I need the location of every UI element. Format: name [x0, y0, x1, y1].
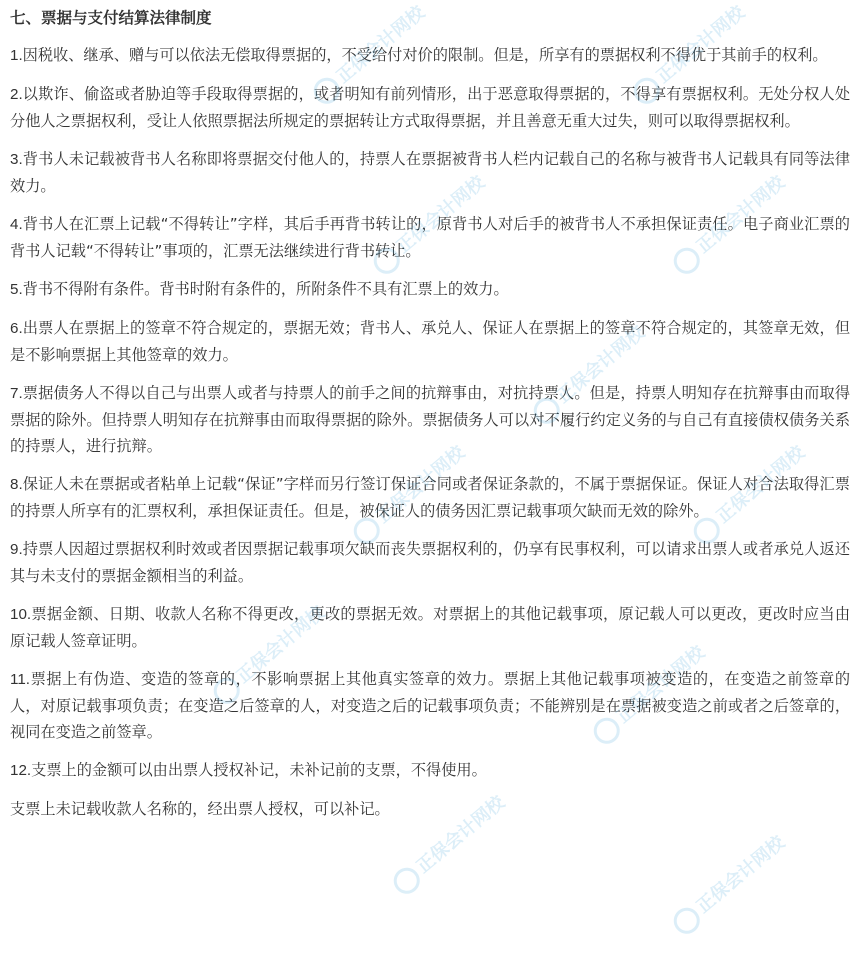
paragraph	[10, 796, 850, 823]
paragraph-number: 9.	[10, 541, 23, 558]
watermark: 正保会计网校	[687, 439, 811, 549]
paragraph-number: 7.	[10, 385, 23, 402]
paragraph	[10, 315, 850, 368]
paragraph-text: 票据债务人不得以自己与出票人或者与持票人的前手之间的抗辩事由，对抗持票人。但是，持票人明知存在抗辩事由而取得票据的除外。但持票人明知存在抗辩事由而取得票据的除外。票据债务人可以对不履行约定义务的与自己有直接债权债务关系的持票人，进行抗辩。	[10, 384, 850, 455]
watermark: 正保会计网校	[367, 169, 491, 279]
paragraph	[10, 211, 850, 264]
paragraph-number: 10.	[10, 606, 32, 623]
paragraph-number: 5.	[10, 281, 23, 298]
paragraph-text: 票据金额、日期、收款人名称不得更改，更改的票据无效。对票据上的其他记载事项，原记载人可以更改，更改时应当由原记载人签章证明。	[10, 605, 850, 650]
paragraph-number: 1.	[10, 47, 23, 64]
paragraph-text: 背书人在汇票上记载“不得转让”字样，其后手再背书转让的，原背书人对后手的被背书人不承担保证责任。电子商业汇票的背书人记载“不得转让”事项的，汇票无法继续进行背书转让。	[10, 215, 850, 260]
watermark: 正保会计网校	[387, 789, 511, 899]
document-body	[10, 0, 850, 835]
watermark: 正保会计网校	[307, 0, 431, 109]
watermark-logo-icon	[668, 902, 705, 939]
paragraph-list	[10, 42, 850, 823]
paragraph	[10, 81, 850, 134]
paragraph	[10, 42, 850, 69]
paragraph-text: 票据上有伪造、变造的签章的，不影响票据上其他真实签章的效力。票据上其他记载事项被变造的，在变造之前签章的人，对原记载事项负责；在变造之后签章的人，对变造之后的记载事项负责；不能辨别是在票据被变造之前或者之后签章的，视同在变造之前签章。	[10, 670, 850, 741]
paragraph-text: 支票上未记载收款人名称的，经出票人授权，可以补记。	[10, 800, 390, 818]
paragraph-text: 支票上的金额可以由出票人授权补记，未补记前的支票，不得使用。	[31, 761, 487, 779]
paragraph-text: 保证人未在票据或者粘单上记载“保证”字样而另行签订保证合同或者保证条款的，不属于票据保证。保证人对合法取得汇票的持票人所享有的汇票权利，承担保证责任。但是，被保证人的债务因汇票记载事项欠缺而无效的除外。	[10, 475, 850, 520]
paragraph-number: 3.	[10, 151, 23, 168]
paragraph	[10, 536, 850, 589]
paragraph	[10, 380, 850, 459]
paragraph-number: 8.	[10, 476, 23, 493]
paragraph-number: 6.	[10, 320, 23, 337]
watermark: 正保会计网校	[667, 829, 791, 939]
paragraph	[10, 666, 850, 745]
paragraph	[10, 471, 850, 524]
watermark: 正保会计网校	[527, 319, 651, 429]
paragraph-text: 以欺诈、偷盗或者胁迫等手段取得票据的，或者明知有前列情形，出于恶意取得票据的，不得享有票据权利。无处分权人处分他人之票据权利，受让人依照票据法所规定的票据转让方式取得票据，并且善意无重大过失，则可以取得票据权利。	[10, 85, 850, 130]
paragraph	[10, 146, 850, 199]
paragraph-text: 背书人未记载被背书人名称即将票据交付他人的，持票人在票据被背书人栏内记载自己的名称与被背书人记载具有同等法律效力。	[10, 150, 850, 195]
paragraph-number: 11.	[10, 671, 30, 688]
watermark: 正保会计网校	[347, 439, 471, 549]
watermark-logo-icon	[388, 862, 425, 899]
section-heading: 七、票据与支付结算法律制度	[10, 9, 212, 27]
watermark: 正保会计网校	[627, 0, 751, 109]
paragraph	[10, 757, 850, 784]
paragraph-text: 持票人因超过票据权利时效或者因票据记载事项欠缺而丧失票据权利的，仍享有民事权利，可以请求出票人或者承兑人返还其与未支付的票据金额相当的利益。	[10, 540, 850, 585]
paragraph-text: 出票人在票据上的签章不符合规定的，票据无效；背书人、承兑人、保证人在票据上的签章不符合规定的，其签章无效，但是不影响票据上其他签章的效力。	[10, 319, 850, 364]
paragraph	[10, 276, 850, 303]
watermark: 正保会计网校	[667, 169, 791, 279]
paragraph-number: 4.	[10, 216, 23, 233]
paragraph-text: 背书不得附有条件。背书时附有条件的，所附条件不具有汇票上的效力。	[22, 280, 509, 298]
watermark: 正保会计网校	[587, 639, 711, 749]
paragraph-number: 12.	[10, 762, 32, 779]
paragraph-text: 因税收、继承、赠与可以依法无偿取得票据的，不受给付对价的限制。但是，所享有的票据权利不得优于其前手的权利。	[22, 46, 828, 64]
paragraph	[10, 601, 850, 654]
watermark: 正保会计网校	[207, 599, 331, 709]
paragraph-number: 2.	[10, 86, 23, 103]
